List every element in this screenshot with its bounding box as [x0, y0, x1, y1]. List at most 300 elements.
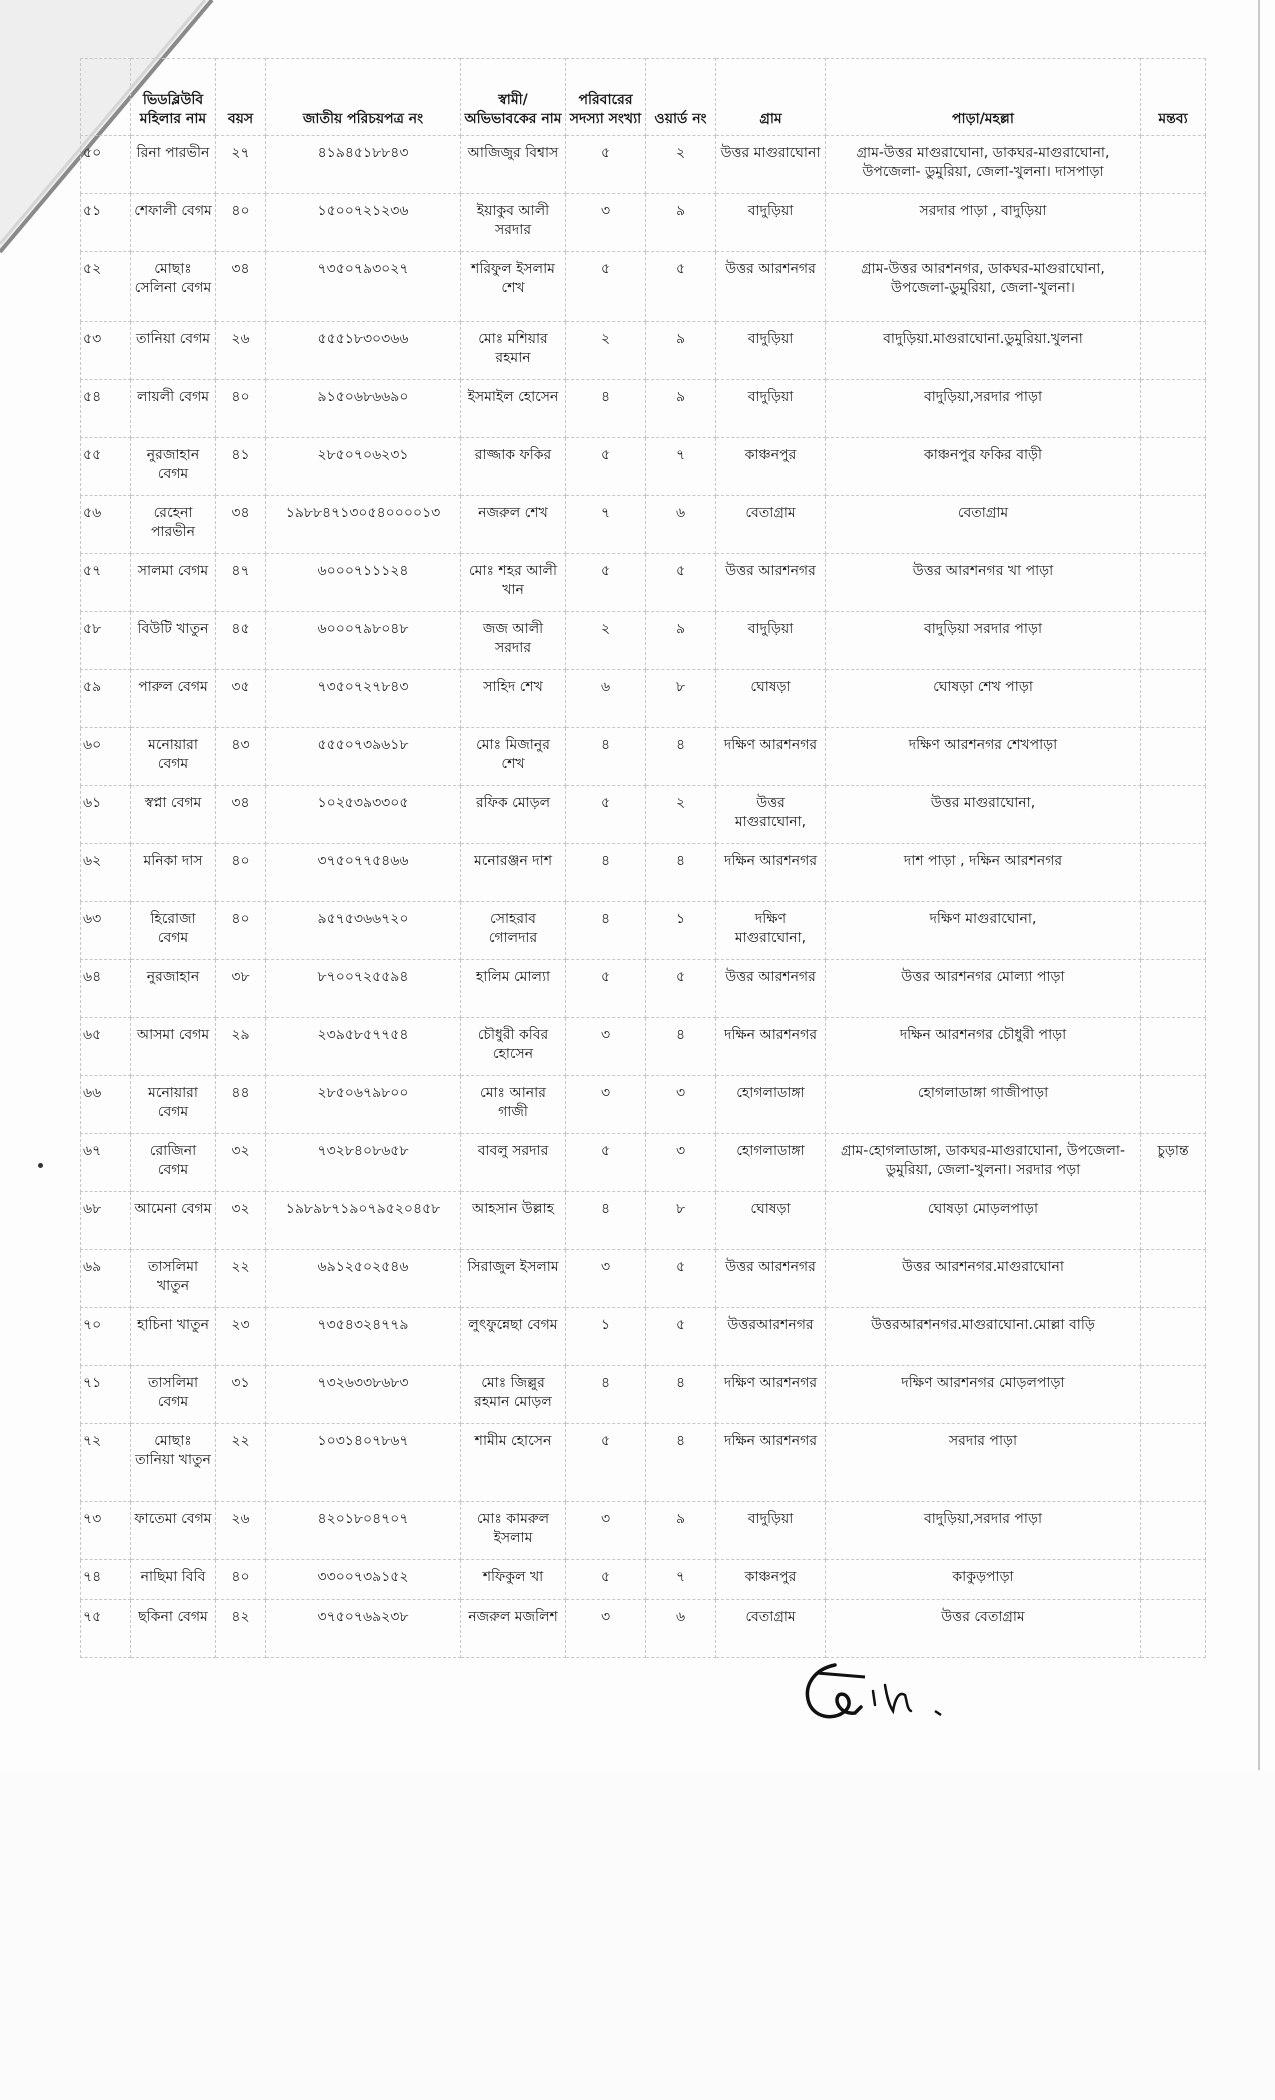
village-cell: উত্তর আরশনগর: [716, 1250, 826, 1308]
table-row: [81, 1560, 1206, 1600]
name-cell: ফাতেমা বেগম: [131, 1502, 216, 1560]
guardian-cell: বাবলু সরদার: [461, 1134, 566, 1192]
name-cell: মনোয়ারা বেগম: [131, 1076, 216, 1134]
name-cell: নাছিমা বিবি: [131, 1560, 216, 1600]
ward-cell: ৭: [646, 1560, 716, 1600]
col-serial: [81, 59, 131, 136]
guardian-cell: নজরুল শেখ: [461, 496, 566, 554]
age-cell: ৩২: [216, 1134, 266, 1192]
nid-cell: ৭৩৫৪৩২৪৭৭৯: [266, 1308, 461, 1366]
nid-cell: ৭৩২৮৪০৮৬৫৮: [266, 1134, 461, 1192]
para-cell: বেতাগ্রাম: [826, 496, 1141, 554]
remarks-cell: [1141, 1600, 1206, 1658]
ward-cell: ৫: [646, 1250, 716, 1308]
para-cell: দক্ষিণ আরশনগর শেখপাড়া: [826, 728, 1141, 786]
table-row: [81, 1250, 1206, 1308]
village-cell: উত্তর আরশনগর: [716, 960, 826, 1018]
ward-cell: ৮: [646, 1192, 716, 1250]
guardian-cell: মোঃ কামরুল ইসলাম: [461, 1502, 566, 1560]
name-cell: শেফালী বেগম: [131, 194, 216, 252]
members-cell: ৩: [566, 1250, 646, 1308]
village-cell: উত্তর মাগুরাঘোনা,: [716, 786, 826, 844]
ward-cell: ৫: [646, 1308, 716, 1366]
name-cell: রেহেনা পারভীন: [131, 496, 216, 554]
remarks-cell: [1141, 670, 1206, 728]
guardian-cell: সোহরাব গোলদার: [461, 902, 566, 960]
guardian-cell: হালিম মোল্যা: [461, 960, 566, 1018]
para-cell: বাদুড়িয়া,সরদার পাড়া: [826, 380, 1141, 438]
serial-cell: ৫৮: [81, 612, 131, 670]
age-cell: ৩৪: [216, 496, 266, 554]
ward-cell: ৩: [646, 1076, 716, 1134]
village-cell: বাদুড়িয়া: [716, 322, 826, 380]
para-cell: কাঞ্চনপুর ফকির বাড়ী: [826, 438, 1141, 496]
ward-cell: ৪: [646, 844, 716, 902]
age-cell: ৪০: [216, 194, 266, 252]
remarks-cell: [1141, 1502, 1206, 1560]
serial-cell: ৬০: [81, 728, 131, 786]
ward-cell: ১: [646, 902, 716, 960]
name-cell: মোছাঃ তানিয়া খাতুন: [131, 1424, 216, 1502]
serial-cell: ৬৫: [81, 1018, 131, 1076]
remarks-cell: [1141, 1250, 1206, 1308]
village-cell: কাঞ্চনপুর: [716, 1560, 826, 1600]
nid-cell: ৬০০০৭৯৮০৪৮: [266, 612, 461, 670]
members-cell: ৩: [566, 194, 646, 252]
para-cell: গ্রাম-হোগলাডাঙ্গা, ডাকঘর-মাগুরাঘোনা, উপজেলা-ডুমুরিয়া, জেলা-খুলনা। সরদার পড়া: [826, 1134, 1141, 1192]
village-cell: উত্তর মাগুরাঘোনা: [716, 136, 826, 194]
table-row: [81, 1018, 1206, 1076]
ward-cell: ৫: [646, 960, 716, 1018]
village-cell: দক্ষিণ আরশনগর: [716, 1366, 826, 1424]
serial-cell: ৫৪: [81, 380, 131, 438]
nid-cell: ১০২৫৩৯৩৩০৫: [266, 786, 461, 844]
guardian-cell: সিরাজুল ইসলাম: [461, 1250, 566, 1308]
guardian-cell: মোঃ মিজানুর শেখ: [461, 728, 566, 786]
ward-cell: ৭: [646, 438, 716, 496]
members-cell: ১: [566, 1308, 646, 1366]
village-cell: দক্ষিন আরশনগর: [716, 1424, 826, 1502]
village-cell: দক্ষিণ আরশনগর: [716, 728, 826, 786]
ward-cell: ৯: [646, 194, 716, 252]
para-cell: উত্তর আরশনগর.মাগুরাঘোনা: [826, 1250, 1141, 1308]
para-cell: উত্তরআরশনগর.মাগুরাঘোনা.মোল্লা বাড়ি: [826, 1308, 1141, 1366]
ward-cell: ২: [646, 136, 716, 194]
serial-cell: ৫৯: [81, 670, 131, 728]
members-cell: ৫: [566, 1424, 646, 1502]
remarks-cell: [1141, 496, 1206, 554]
nid-cell: ৪২০১৮০৪৭০৭: [266, 1502, 461, 1560]
table-row: [81, 1366, 1206, 1424]
col-guardian: স্বামী/ অভিভাবকের নাম: [461, 59, 566, 136]
serial-cell: ৫৩: [81, 322, 131, 380]
nid-cell: ৫৫৫০৭৩৯৬১৮: [266, 728, 461, 786]
serial-cell: ৫৫: [81, 438, 131, 496]
guardian-cell: শফিকুল খা: [461, 1560, 566, 1600]
nid-cell: ১৫০০৭২১২৩৬: [266, 194, 461, 252]
ward-cell: ৮: [646, 670, 716, 728]
village-cell: বেতাগ্রাম: [716, 1600, 826, 1658]
members-cell: ৫: [566, 136, 646, 194]
guardian-cell: রফিক মোড়ল: [461, 786, 566, 844]
table-row: [81, 786, 1206, 844]
remarks-cell: [1141, 960, 1206, 1018]
members-cell: ৩: [566, 1076, 646, 1134]
name-cell: নুরজাহান বেগম: [131, 438, 216, 496]
members-cell: ৫: [566, 1560, 646, 1600]
name-cell: ছকিনা বেগম: [131, 1600, 216, 1658]
table-row: [81, 1192, 1206, 1250]
guardian-cell: আজিজুর বিশ্বাস: [461, 136, 566, 194]
nid-cell: ২৩৯৫৮৫৭৭৫৪: [266, 1018, 461, 1076]
serial-cell: ৫৭: [81, 554, 131, 612]
serial-cell: ৬৩: [81, 902, 131, 960]
members-cell: ৪: [566, 1366, 646, 1424]
guardian-cell: ইসমাইল হোসেন: [461, 380, 566, 438]
serial-cell: ৬৭: [81, 1134, 131, 1192]
beneficiary-table: [80, 58, 1206, 1658]
nid-cell: ৭৩২৬৩৩৮৬৮৩: [266, 1366, 461, 1424]
nid-cell: ৬৯১২৫০২৫৪৬: [266, 1250, 461, 1308]
table-row: [81, 554, 1206, 612]
members-cell: ২: [566, 612, 646, 670]
remarks-cell: [1141, 438, 1206, 496]
age-cell: ৪০: [216, 1560, 266, 1600]
ward-cell: ৯: [646, 322, 716, 380]
para-cell: গ্রাম-উত্তর আরশনগর, ডাকঘর-মাগুরাঘোনা, উপজেলা-ডুমুরিয়া, জেলা-খুলনা।: [826, 252, 1141, 322]
serial-cell: ৭০: [81, 1308, 131, 1366]
col-name: ভিডব্লিউবি মহিলার নাম: [131, 59, 216, 136]
name-cell: মোছাঃ সেলিনা বেগম: [131, 252, 216, 322]
name-cell: সালমা বেগম: [131, 554, 216, 612]
serial-cell: ৫০: [81, 136, 131, 194]
members-cell: ২: [566, 322, 646, 380]
para-cell: উত্তর মাগুরাঘোনা,: [826, 786, 1141, 844]
age-cell: ৪৩: [216, 728, 266, 786]
blank-page-area: [0, 1770, 1275, 2100]
members-cell: ৬: [566, 670, 646, 728]
village-cell: হোগলাডাঙ্গা: [716, 1076, 826, 1134]
table-row: [81, 728, 1206, 786]
guardian-cell: শরিফুল ইসলাম শেখ: [461, 252, 566, 322]
guardian-cell: মোঃ মশিয়ার রহমান: [461, 322, 566, 380]
age-cell: ৩৮: [216, 960, 266, 1018]
name-cell: হাচিনা খাতুন: [131, 1308, 216, 1366]
name-cell: রিনা পারভীন: [131, 136, 216, 194]
serial-cell: ৬১: [81, 786, 131, 844]
nid-cell: ৩৩০০৭৩৯১৫২: [266, 1560, 461, 1600]
table-row: [81, 844, 1206, 902]
members-cell: ৩: [566, 1600, 646, 1658]
name-cell: তানিয়া বেগম: [131, 322, 216, 380]
table-row: [81, 1134, 1206, 1192]
table-row: [81, 380, 1206, 438]
col-village: গ্রাম: [716, 59, 826, 136]
para-cell: দাশ পাড়া , দক্ষিন আরশনগর: [826, 844, 1141, 902]
remarks-cell: [1141, 1560, 1206, 1600]
age-cell: ৪০: [216, 380, 266, 438]
signature: [795, 1655, 965, 1735]
ward-cell: ৫: [646, 554, 716, 612]
village-cell: কাঞ্চনপুর: [716, 438, 826, 496]
ward-cell: ৫: [646, 252, 716, 322]
name-cell: আমেনা বেগম: [131, 1192, 216, 1250]
age-cell: ৪৪: [216, 1076, 266, 1134]
ward-cell: ২: [646, 786, 716, 844]
nid-cell: ১৯৮৯৮৭১৯০৭৯৫২০৪৫৮: [266, 1192, 461, 1250]
para-cell: হোগলাডাঙ্গা গাজীপাড়া: [826, 1076, 1141, 1134]
age-cell: ৪০: [216, 902, 266, 960]
members-cell: ৪: [566, 1192, 646, 1250]
table-row: [81, 1502, 1206, 1560]
serial-cell: ৭৫: [81, 1600, 131, 1658]
age-cell: ৪৭: [216, 554, 266, 612]
serial-cell: ৭৪: [81, 1560, 131, 1600]
col-nid: জাতীয় পরিচয়পত্র নং: [266, 59, 461, 136]
guardian-cell: নজরুল মজলিশ: [461, 1600, 566, 1658]
age-cell: ৩১: [216, 1366, 266, 1424]
name-cell: আসমা বেগম: [131, 1018, 216, 1076]
para-cell: সরদার পাড়া: [826, 1424, 1141, 1502]
ward-cell: ৯: [646, 612, 716, 670]
para-cell: উত্তর আরশনগর মোল্যা পাড়া: [826, 960, 1141, 1018]
col-ward: ওয়ার্ড নং: [646, 59, 716, 136]
ward-cell: ৪: [646, 1018, 716, 1076]
table-row: [81, 136, 1206, 194]
guardian-cell: সাহিদ শেখ: [461, 670, 566, 728]
guardian-cell: শামীম হোসেন: [461, 1424, 566, 1502]
members-cell: ৫: [566, 1134, 646, 1192]
para-cell: দক্ষিণ আরশনগর মোড়লপাড়া: [826, 1366, 1141, 1424]
members-cell: ৩: [566, 1018, 646, 1076]
remarks-cell: [1141, 1424, 1206, 1502]
para-cell: দক্ষিন আরশনগর চৌধুরী পাড়া: [826, 1018, 1141, 1076]
age-cell: ৪৫: [216, 612, 266, 670]
village-cell: দক্ষিন আরশনগর: [716, 1018, 826, 1076]
village-cell: দক্ষিন আরশনগর: [716, 844, 826, 902]
serial-cell: ৬৪: [81, 960, 131, 1018]
name-cell: নুরজাহান: [131, 960, 216, 1018]
table-row: [81, 496, 1206, 554]
guardian-cell: ইয়াকুব আলী সরদার: [461, 194, 566, 252]
table-row: [81, 1600, 1206, 1658]
remarks-cell: [1141, 728, 1206, 786]
nid-cell: ৩৭৫০৭৭৫৪৬৬: [266, 844, 461, 902]
guardian-cell: মনোরঞ্জন দাশ: [461, 844, 566, 902]
village-cell: ঘোষড়া: [716, 670, 826, 728]
ward-cell: ৪: [646, 1424, 716, 1502]
village-cell: বাদুড়িয়া: [716, 194, 826, 252]
serial-cell: ৫১: [81, 194, 131, 252]
para-cell: সরদার পাড়া , বাদুড়িয়া: [826, 194, 1141, 252]
age-cell: ২৭: [216, 136, 266, 194]
col-age: বয়স: [216, 59, 266, 136]
age-cell: ৪১: [216, 438, 266, 496]
age-cell: ৩৪: [216, 786, 266, 844]
village-cell: দক্ষিণ মাগুরাঘোনা,: [716, 902, 826, 960]
ink-dot: [38, 1163, 43, 1168]
age-cell: ২২: [216, 1424, 266, 1502]
remarks-cell: [1141, 844, 1206, 902]
nid-cell: ৫৫৫১৮৩০৩৬৬: [266, 322, 461, 380]
table-row: [81, 1308, 1206, 1366]
ward-cell: ৪: [646, 1366, 716, 1424]
table-row: [81, 612, 1206, 670]
nid-cell: ৯৫৭৫৩৬৬৭২০: [266, 902, 461, 960]
para-cell: বাদুড়িয়া সরদার পাড়া: [826, 612, 1141, 670]
para-cell: উত্তর বেতাগ্রাম: [826, 1600, 1141, 1658]
table-row: [81, 1424, 1206, 1502]
name-cell: রোজিনা বেগম: [131, 1134, 216, 1192]
guardian-cell: লুৎফুন্নেছা বেগম: [461, 1308, 566, 1366]
remarks-cell: [1141, 1308, 1206, 1366]
members-cell: ৫: [566, 960, 646, 1018]
age-cell: ৩৫: [216, 670, 266, 728]
remarks-cell: [1141, 322, 1206, 380]
age-cell: ২৬: [216, 322, 266, 380]
serial-cell: ৫৬: [81, 496, 131, 554]
guardian-cell: চৌধুরী কবির হোসেন: [461, 1018, 566, 1076]
table-row: [81, 670, 1206, 728]
guardian-cell: মোঃ আনার গাজী: [461, 1076, 566, 1134]
members-cell: ৪: [566, 844, 646, 902]
age-cell: ৪২: [216, 1600, 266, 1658]
members-cell: ৭: [566, 496, 646, 554]
nid-cell: ৬০০০৭১১১২৪: [266, 554, 461, 612]
remarks-cell: [1141, 1018, 1206, 1076]
ward-cell: ৯: [646, 1502, 716, 1560]
remarks-cell: [1141, 1366, 1206, 1424]
serial-cell: ৬৮: [81, 1192, 131, 1250]
para-cell: গ্রাম-উত্তর মাগুরাঘোনা, ডাকঘর-মাগুরাঘোনা, উপজেলা- ডুমুরিয়া, জেলা-খুলনা। দাসপাড়া: [826, 136, 1141, 194]
ward-cell: ৯: [646, 380, 716, 438]
serial-cell: ৭১: [81, 1366, 131, 1424]
serial-cell: ৬২: [81, 844, 131, 902]
nid-cell: ৯১৫০৬৮৬৬৯০: [266, 380, 461, 438]
ward-cell: ৪: [646, 728, 716, 786]
name-cell: স্বপ্না বেগম: [131, 786, 216, 844]
nid-cell: ২৮৫০৬৭৯৮০০: [266, 1076, 461, 1134]
members-cell: ৪: [566, 380, 646, 438]
age-cell: ২৬: [216, 1502, 266, 1560]
name-cell: বিউটি খাতুন: [131, 612, 216, 670]
village-cell: বাদুড়িয়া: [716, 612, 826, 670]
serial-cell: ৬৬: [81, 1076, 131, 1134]
remarks-cell: [1141, 786, 1206, 844]
col-remarks: মন্তব্য: [1141, 59, 1206, 136]
nid-cell: ৭৩৫০৭৯৩০২৭: [266, 252, 461, 322]
table-header-row: [81, 59, 1206, 136]
para-cell: ঘোষড়া শেখ পাড়া: [826, 670, 1141, 728]
guardian-cell: আহসান উল্লাহ: [461, 1192, 566, 1250]
village-cell: হোগলাডাঙ্গা: [716, 1134, 826, 1192]
ward-cell: ৩: [646, 1134, 716, 1192]
guardian-cell: মোঃ জিল্লুর রহমান মোড়ল: [461, 1366, 566, 1424]
name-cell: পারুল বেগম: [131, 670, 216, 728]
remarks-cell: [1141, 1076, 1206, 1134]
nid-cell: ৭৩৫০৭২৭৮৪৩: [266, 670, 461, 728]
age-cell: ২৩: [216, 1308, 266, 1366]
village-cell: বাদুড়িয়া: [716, 1502, 826, 1560]
table-row: [81, 438, 1206, 496]
table-row: [81, 960, 1206, 1018]
nid-cell: ২৮৫০৭০৬২৩১: [266, 438, 461, 496]
village-cell: উত্তর আরশনগর: [716, 252, 826, 322]
name-cell: মনোয়ারা বেগম: [131, 728, 216, 786]
age-cell: ৪০: [216, 844, 266, 902]
table-row: [81, 322, 1206, 380]
remarks-cell: [1141, 612, 1206, 670]
table-body: [81, 136, 1206, 1658]
name-cell: মনিকা দাস: [131, 844, 216, 902]
remarks-cell: [1141, 554, 1206, 612]
table-row: [81, 194, 1206, 252]
ward-cell: ৬: [646, 1600, 716, 1658]
serial-cell: ৭৩: [81, 1502, 131, 1560]
scan-page-edge: [1258, 0, 1260, 1770]
table-row: [81, 1076, 1206, 1134]
nid-cell: ১০৩১৪০৭৮৬৭: [266, 1424, 461, 1502]
members-cell: ৪: [566, 728, 646, 786]
remarks-cell: [1141, 902, 1206, 960]
serial-cell: ৭২: [81, 1424, 131, 1502]
name-cell: হিরোজা বেগম: [131, 902, 216, 960]
members-cell: ৫: [566, 252, 646, 322]
age-cell: ৩৪: [216, 252, 266, 322]
members-cell: ৪: [566, 902, 646, 960]
serial-cell: ৫২: [81, 252, 131, 322]
name-cell: লায়লী বেগম: [131, 380, 216, 438]
age-cell: ২৯: [216, 1018, 266, 1076]
guardian-cell: মোঃ শহর আলী খান: [461, 554, 566, 612]
remarks-cell: [1141, 136, 1206, 194]
village-cell: উত্তর আরশনগর: [716, 554, 826, 612]
table-row: [81, 902, 1206, 960]
village-cell: ঘোষড়া: [716, 1192, 826, 1250]
age-cell: ৩২: [216, 1192, 266, 1250]
guardian-cell: রাজ্জাক ফকির: [461, 438, 566, 496]
age-cell: ২২: [216, 1250, 266, 1308]
members-cell: ৫: [566, 786, 646, 844]
members-cell: ৫: [566, 554, 646, 612]
table-row: [81, 252, 1206, 322]
ward-cell: ৬: [646, 496, 716, 554]
nid-cell: ১৯৮৮৪৭১৩০৫৪০০০০১৩: [266, 496, 461, 554]
name-cell: তাসলিমা বেগম: [131, 1366, 216, 1424]
remarks-cell: [1141, 1192, 1206, 1250]
members-cell: ৫: [566, 438, 646, 496]
remarks-cell: চুড়ান্ত: [1141, 1134, 1206, 1192]
guardian-cell: জজ আলী সরদার: [461, 612, 566, 670]
nid-cell: ৩৭৫০৭৬৯২৩৮: [266, 1600, 461, 1658]
para-cell: ঘোষড়া মোড়লপাড়া: [826, 1192, 1141, 1250]
remarks-cell: [1141, 380, 1206, 438]
village-cell: বেতাগ্রাম: [716, 496, 826, 554]
para-cell: দক্ষিণ মাগুরাঘোনা,: [826, 902, 1141, 960]
para-cell: কাকুড়পাড়া: [826, 1560, 1141, 1600]
remarks-cell: [1141, 194, 1206, 252]
col-members: পরিবারের সদস্যা সংখ্যা: [566, 59, 646, 136]
para-cell: বাদুড়িয়া,সরদার পাড়া: [826, 1502, 1141, 1560]
col-para: পাড়া/মহল্লা: [826, 59, 1141, 136]
para-cell: বাদুড়িয়া.মাগুরাঘোনা.ডুমুরিয়া.খুলনা: [826, 322, 1141, 380]
village-cell: উত্তরআরশনগর: [716, 1308, 826, 1366]
village-cell: বাদুড়িয়া: [716, 380, 826, 438]
nid-cell: ৮৭০০৭২৫৫৯৪: [266, 960, 461, 1018]
members-cell: ৩: [566, 1502, 646, 1560]
para-cell: উত্তর আরশনগর খা পাড়া: [826, 554, 1141, 612]
serial-cell: ৬৯: [81, 1250, 131, 1308]
